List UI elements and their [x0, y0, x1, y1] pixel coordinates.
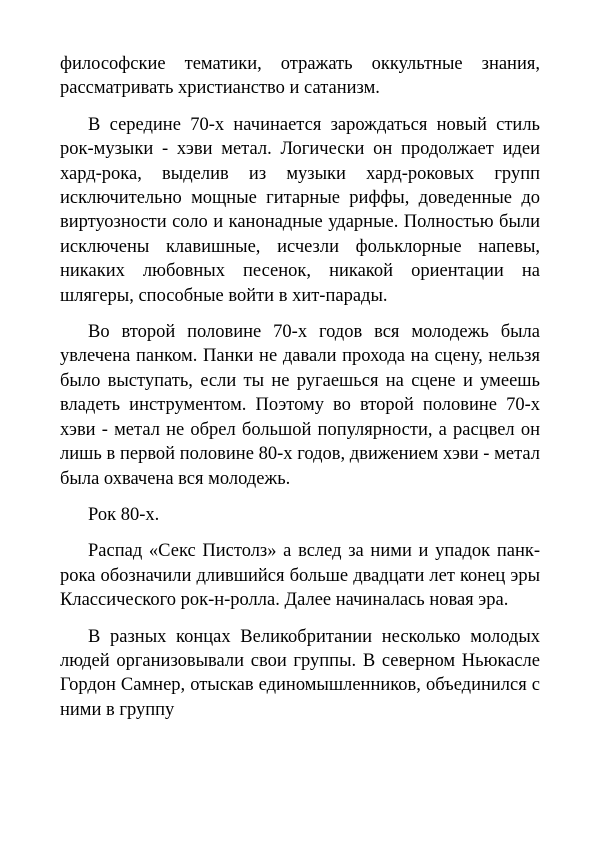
- paragraph: В середине 70-х начинается зарождаться новый стиль рок-музыки - хэви метал. Логически он продолжает идеи хард-рока, выделив из музыки хард-роковых групп исключительно мощные гитарные риффы, доведенные до виртуозности соло и канонадные ударные. Полностью были исключены клавишные, исчезли фольклорные напевы, никаких любовных песенок, никакой ориентации на шлягеры, способные войти в хит-парады.: [60, 114, 540, 306]
- section-heading: Рок 80-х.: [88, 504, 160, 525]
- document-body: [60, 52, 540, 734]
- paragraph: философские тематики, отражать оккультные знания, рассматривать христианство и сатанизм.: [60, 54, 540, 99]
- paragraph: Распад «Секс Пистолз» а вслед за ними и упадок панк-рока обозначили длившийся больше двадцати лет конец эры Классического рок-н-ролла. Далее начиналась новая эра.: [60, 541, 540, 611]
- paragraph: Во второй половине 70-х годов вся молодежь была увлечена панком. Панки не давали прохода на сцену, нельзя было выступать, если ты не ругаешься на сцене и умеешь владеть инструментом. Поэтому во второй половине 70-х хэви - метал не обрел большой популярности, а расцвел он лишь в первой половине 80-х годов, движением хэви - метал была охвачена вся молодежь.: [60, 322, 540, 489]
- paragraph: В разных концах Великобритании несколько молодых людей организовывали свои группы. В северном Ньюкасле Гордон Самнер, отыскав единомышленников, объединился с ними в группу: [60, 626, 540, 720]
